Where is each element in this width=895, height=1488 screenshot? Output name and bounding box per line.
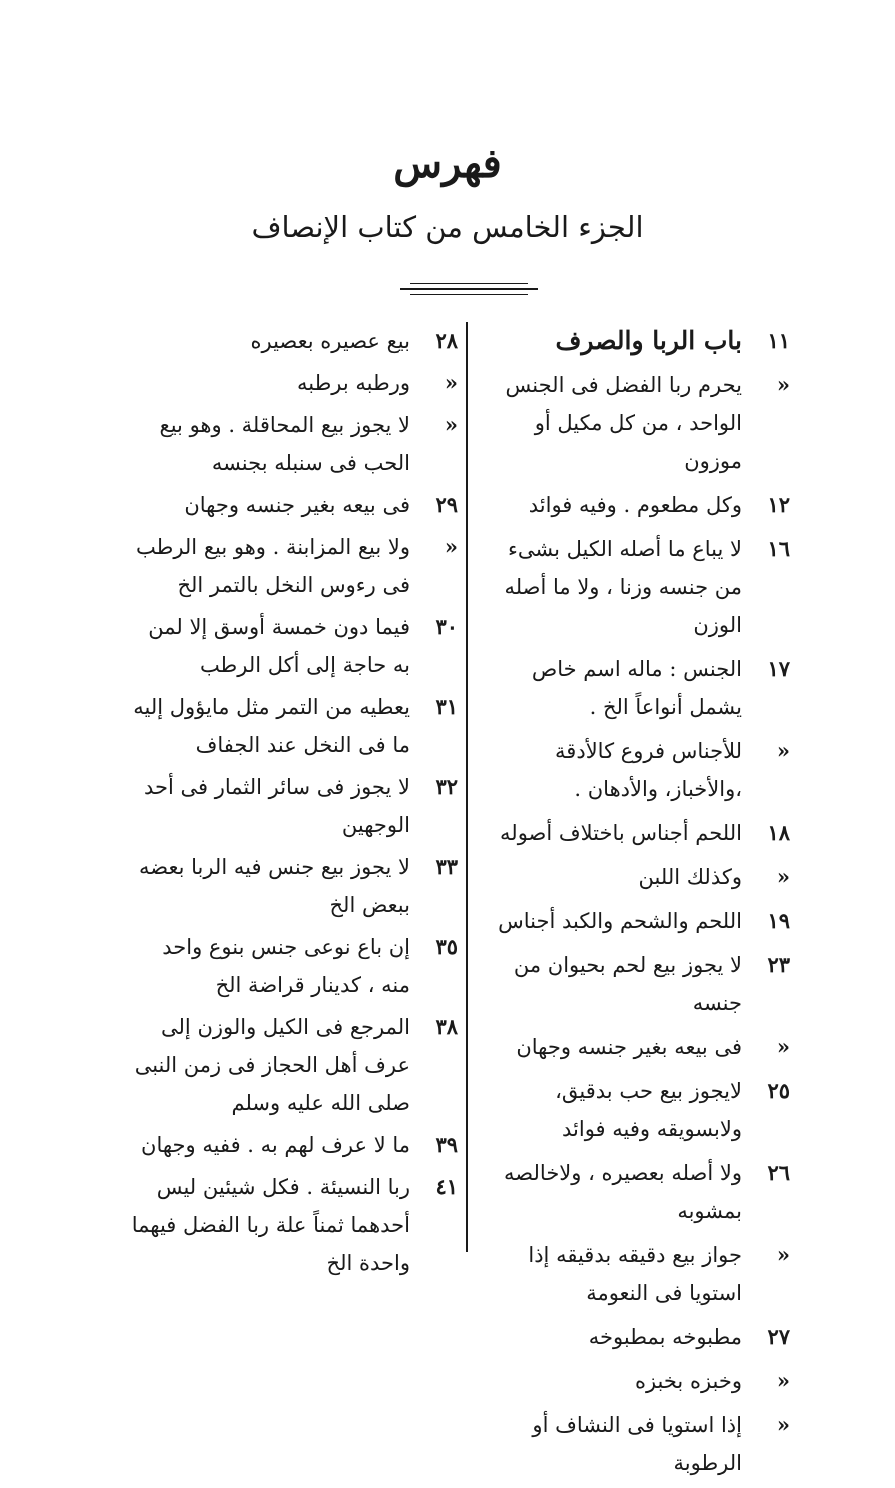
entry-text: اللحم أجناس باختلاف أصوله: [500, 821, 742, 845]
entry-text: لا يجوز بيع المحاقلة . وهو بيع الحب فى سنبله بجنسه: [159, 413, 410, 475]
index-entry: [478, 650, 790, 726]
entry-page-number: ١٧: [767, 656, 790, 681]
entry-text: وكل مطعوم . وفيه فوائد: [528, 493, 742, 517]
entry-page-number: ٢٦: [767, 1160, 790, 1185]
index-entry: [130, 848, 458, 924]
index-entry: [130, 322, 458, 360]
entry-text: الجنس : ماله اسم خاص يشمل أنواعاً الخ .: [531, 657, 742, 719]
entry-text: وخبزه بخبزه: [634, 1369, 742, 1393]
index-entry: [130, 928, 458, 1004]
index-entry: [130, 406, 458, 482]
index-column-left: [130, 322, 458, 1286]
entry-page-number: ٣٨: [435, 1014, 458, 1039]
index-entry: [478, 1236, 790, 1312]
entry-text: بيع عصيره بعصيره: [250, 329, 410, 353]
index-entry: [478, 486, 790, 524]
entry-text: إذا استويا فى النشاف أو الرطوبة: [532, 1413, 742, 1475]
entry-text: فى بيعه بغير جنسه وجهان: [184, 493, 410, 517]
entry-text: فيما دون خمسة أوسق إلا لمن به حاجة إلى أكل الرطب: [148, 615, 410, 677]
entry-page-number: «: [444, 412, 458, 437]
entry-page-number: ٢٨: [435, 328, 458, 353]
index-entry: [478, 1028, 790, 1066]
entry-text: يحرم ربا الفضل فى الجنس الواحد ، من كل مكيل أو موزون: [505, 373, 742, 473]
entry-text: مطبوخه بمطبوخه: [588, 1325, 742, 1349]
entry-page-number: ٣١: [435, 694, 458, 719]
entry-text: وكذلك اللبن: [638, 865, 742, 889]
entry-page-number: ٣٩: [435, 1132, 458, 1157]
index-column-right: [478, 322, 790, 1488]
entry-page-number: ٢٥: [767, 1078, 790, 1103]
index-entry: [478, 732, 790, 808]
index-entry: [130, 1008, 458, 1122]
entry-text: ولا بيع المزابنة . وهو بيع الرطب فى رءوس النخل بالتمر الخ: [135, 535, 410, 597]
index-entry: [130, 486, 458, 524]
index-entry: [130, 688, 458, 764]
entry-page-number: ٣٣: [435, 854, 458, 879]
index-entry: [130, 364, 458, 402]
index-entry: [478, 858, 790, 896]
entry-page-number: «: [444, 534, 458, 559]
entry-text: لا يجوز بيع جنس فيه الربا بعضه ببعض الخ: [138, 855, 410, 917]
entry-page-number: ٢٣: [767, 952, 790, 977]
entry-page-number: ١٦: [767, 536, 790, 561]
entry-page-number: «: [776, 864, 790, 889]
index-entry: [478, 1406, 790, 1482]
entry-text: يعطيه من التمر مثل مايؤول إليه ما فى النخل عند الجفاف: [133, 695, 410, 757]
entry-page-number: ١٨: [767, 820, 790, 845]
entry-text: لا يجوز فى سائر الثمار فى أحد الوجهين: [143, 775, 410, 837]
entry-text: ورطبه برطبه: [296, 371, 410, 395]
entry-page-number: «: [776, 1242, 790, 1267]
entry-page-number: ٣٥: [435, 934, 458, 959]
index-entry: [478, 322, 790, 360]
entry-text: المرجع فى الكيل والوزن إلى عرف أهل الحجاز فى زمن النبى صلى الله عليه وسلم: [134, 1015, 410, 1115]
index-entry: [478, 530, 790, 644]
index-entry: [130, 1168, 458, 1282]
entry-text: للأجناس فروع كالأدقة ،والأخباز، والأدهان .: [555, 739, 742, 801]
index-entry: [478, 1072, 790, 1148]
index-entry: [478, 1318, 790, 1356]
entry-page-number: ٤١: [435, 1174, 458, 1199]
index-entry: [130, 608, 458, 684]
entry-text: اللحم والشحم والكبد أجناس: [498, 909, 742, 933]
index-entry: [130, 1126, 458, 1164]
entry-page-number: «: [776, 1412, 790, 1437]
index-entry: [478, 814, 790, 852]
index-entry: [130, 528, 458, 604]
entry-page-number: ١١: [767, 328, 790, 353]
index-entry: [478, 366, 790, 480]
entry-page-number: ٣٠: [435, 614, 458, 639]
entry-text: ما لا عرف لهم به . ففيه وجهان: [141, 1133, 410, 1157]
title-ornament-rule: [400, 283, 538, 297]
entry-page-number: «: [776, 1368, 790, 1393]
entry-text: لا يجوز بيع لحم بحيوان من جنسه: [513, 953, 742, 1015]
entry-page-number: ٢٩: [435, 492, 458, 517]
index-entry: [130, 768, 458, 844]
entry-text: لا يباع ما أصله الكيل بشىء من جنسه وزنا ، ولا ما أصله الوزن: [504, 537, 742, 637]
index-entry: [478, 946, 790, 1022]
entry-text: إن باع نوعى جنس بنوع واحد منه ، كدينار قراضة الخ: [162, 935, 410, 997]
index-entry: [478, 902, 790, 940]
index-entry: [478, 1362, 790, 1400]
page-subtitle: الجزء الخامس من كتاب الإنصاف: [251, 210, 644, 244]
entry-text: جواز بيع دقيقه بدقيقه إذا استويا فى النعومة: [528, 1243, 742, 1305]
page-title: فهرس: [393, 140, 502, 187]
entry-text: فى بيعه بغير جنسه وجهان: [516, 1035, 742, 1059]
entry-page-number: «: [776, 1034, 790, 1059]
entry-page-number: «: [776, 738, 790, 763]
entry-page-number: «: [776, 372, 790, 397]
entry-text: لايجوز بيع حب بدقيق، ولابسويقه وفيه فوائد: [555, 1079, 742, 1141]
entry-page-number: ٣٢: [435, 774, 458, 799]
entry-page-number: ١٩: [767, 908, 790, 933]
entry-page-number: «: [444, 370, 458, 395]
index-entry: [478, 1154, 790, 1230]
entry-text: ربا النسيئة . فكل شيئين ليس أحدهما ثمناً علة ربا الفضل فيهما واحدة الخ: [131, 1175, 410, 1275]
entry-page-number: ١٢: [767, 492, 790, 517]
entry-page-number: ٢٧: [767, 1324, 790, 1349]
entry-text: باب الربا والصرف: [555, 326, 742, 355]
column-divider: [466, 322, 468, 1252]
entry-text: ولا أصله بعصيره ، ولاخالصه بمشوبه: [504, 1161, 742, 1223]
